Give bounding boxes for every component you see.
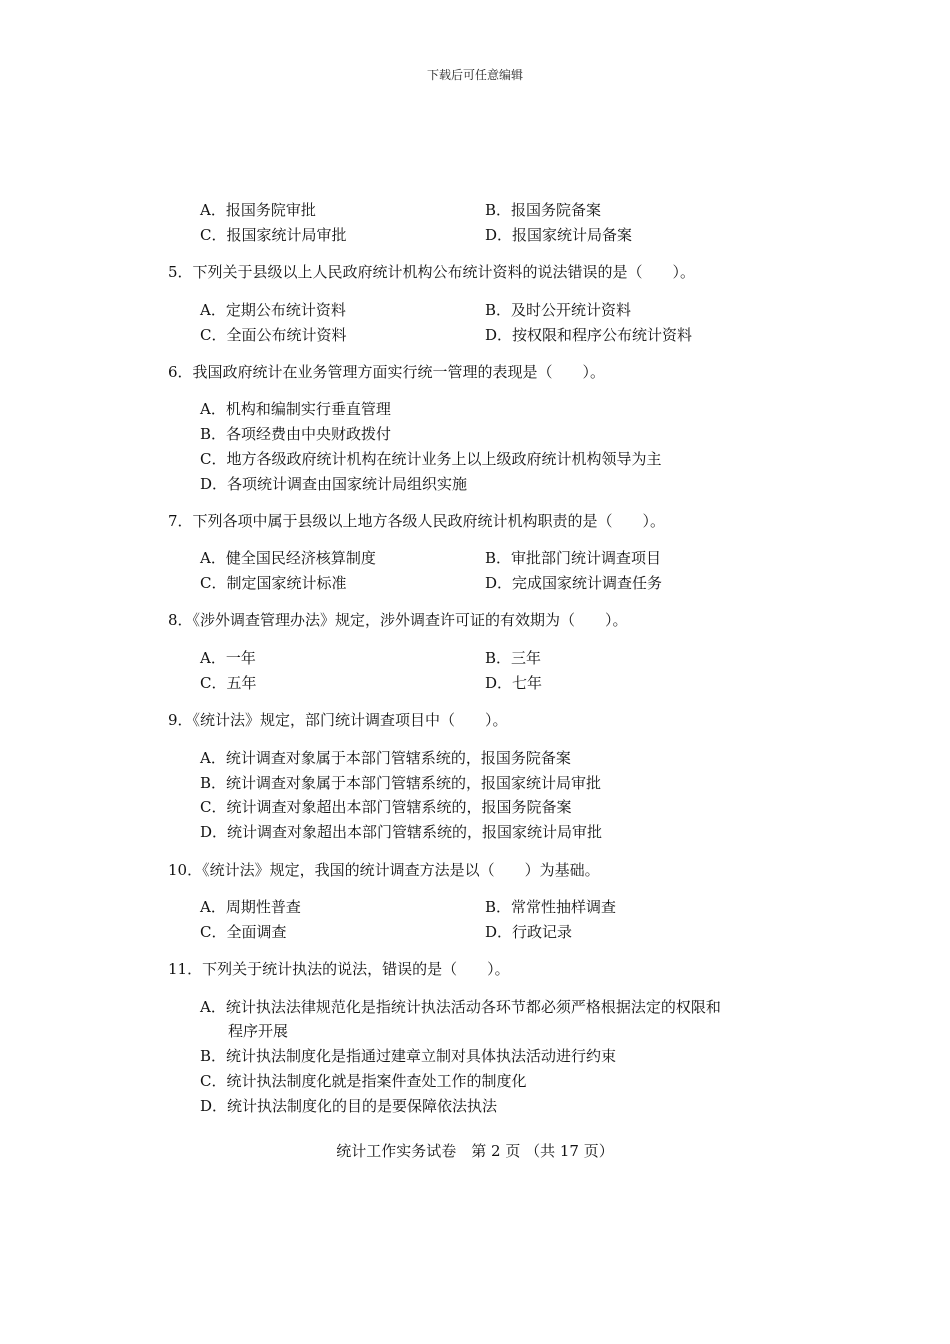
q7-stem: 7．下列各项中属于县级以上地方各级人民政府统计机构职责的是（ ）。 [168,512,666,530]
q8-stem: 8．《涉外调查管理办法》规定，涉外调查许可证的有效期为（ ）。 [168,611,628,629]
q5-stem: 5．下列关于县级以上人民政府统计机构公布统计资料的说法错误的是（ ）。 [168,263,696,281]
q11-stem: 11．下列关于统计执法的说法，错误的是（ ）。 [168,960,510,978]
q11-option-d: D．统计执法制度化的目的是要保障依法执法 [200,1097,498,1115]
q6-option-c: C．地方各级政府统计机构在统计业务上以上级政府统计机构领导为主 [200,450,662,468]
q8-option-c: C．五年 [200,674,257,692]
q7-option-c: C．制定国家统计标准 [200,574,347,592]
q6-option-d: D．各项统计调查由国家统计局组织实施 [200,475,468,493]
q9-option-c: C．统计调查对象超出本部门管辖系统的，报国务院备案 [200,798,572,816]
q6-stem: 6．我国政府统计在业务管理方面实行统一管理的表现是（ ）。 [168,363,606,381]
q4-option-b: B．报国务院备案 [485,201,602,219]
q7-option-d: D．完成国家统计调查任务 [485,574,663,592]
q6-option-b: B．各项经费由中央财政拨付 [200,425,392,443]
q4-option-a: A．报国务院审批 [200,201,316,219]
q6-option-a: A．机构和编制实行垂直管理 [200,400,391,418]
q10-option-c: C．全面调查 [200,923,287,941]
q7-option-a: A．健全国民经济核算制度 [200,549,376,567]
q8-option-a: A．一年 [200,649,256,667]
q5-option-b: B．及时公开统计资料 [485,301,632,319]
q4-option-d: D．报国家统计局备案 [485,226,633,244]
q10-stem: 10．《统计法》规定，我国的统计调查方法是以（ ）为基础。 [168,861,600,879]
q8-option-d: D．七年 [485,674,543,692]
q5-option-c: C．全面公布统计资料 [200,326,347,344]
q9-option-d: D．统计调查对象超出本部门管辖系统的，报国家统计局审批 [200,823,603,841]
q9-option-a: A．统计调查对象属于本部门管辖系统的，报国务院备案 [200,749,571,767]
q9-option-b: B．统计调查对象属于本部门管辖系统的，报国家统计局审批 [200,774,602,792]
q10-option-b: B．常常性抽样调查 [485,898,617,916]
q10-option-a: A．周期性普查 [200,898,301,916]
q9-stem: 9．《统计法》规定，部门统计调查项目中（ ）。 [168,711,508,729]
q5-option-d: D．按权限和程序公布统计资料 [485,326,693,344]
page-footer: 统计工作实务试卷 第 2 页 （共 17 页） [336,1142,614,1160]
q10-option-d: D．行政记录 [485,923,573,941]
q4-option-c: C．报国家统计局审批 [200,226,347,244]
q7-option-b: B．审批部门统计调查项目 [485,549,662,567]
q11-option-c: C．统计执法制度化就是指案件查处工作的制度化 [200,1072,527,1090]
q8-option-b: B．三年 [485,649,542,667]
q11-option-a-line1: A．统计执法法律规范化是指统计执法活动各环节都必须严格根据法定的权限和 [200,998,721,1016]
header-note: 下载后可任意编辑 [426,68,523,82]
q5-option-a: A．定期公布统计资料 [200,301,346,319]
q11-option-a-line2: 程序开展 [228,1022,289,1040]
q11-option-b: B．统计执法制度化是指通过建章立制对具体执法活动进行约束 [200,1047,617,1065]
